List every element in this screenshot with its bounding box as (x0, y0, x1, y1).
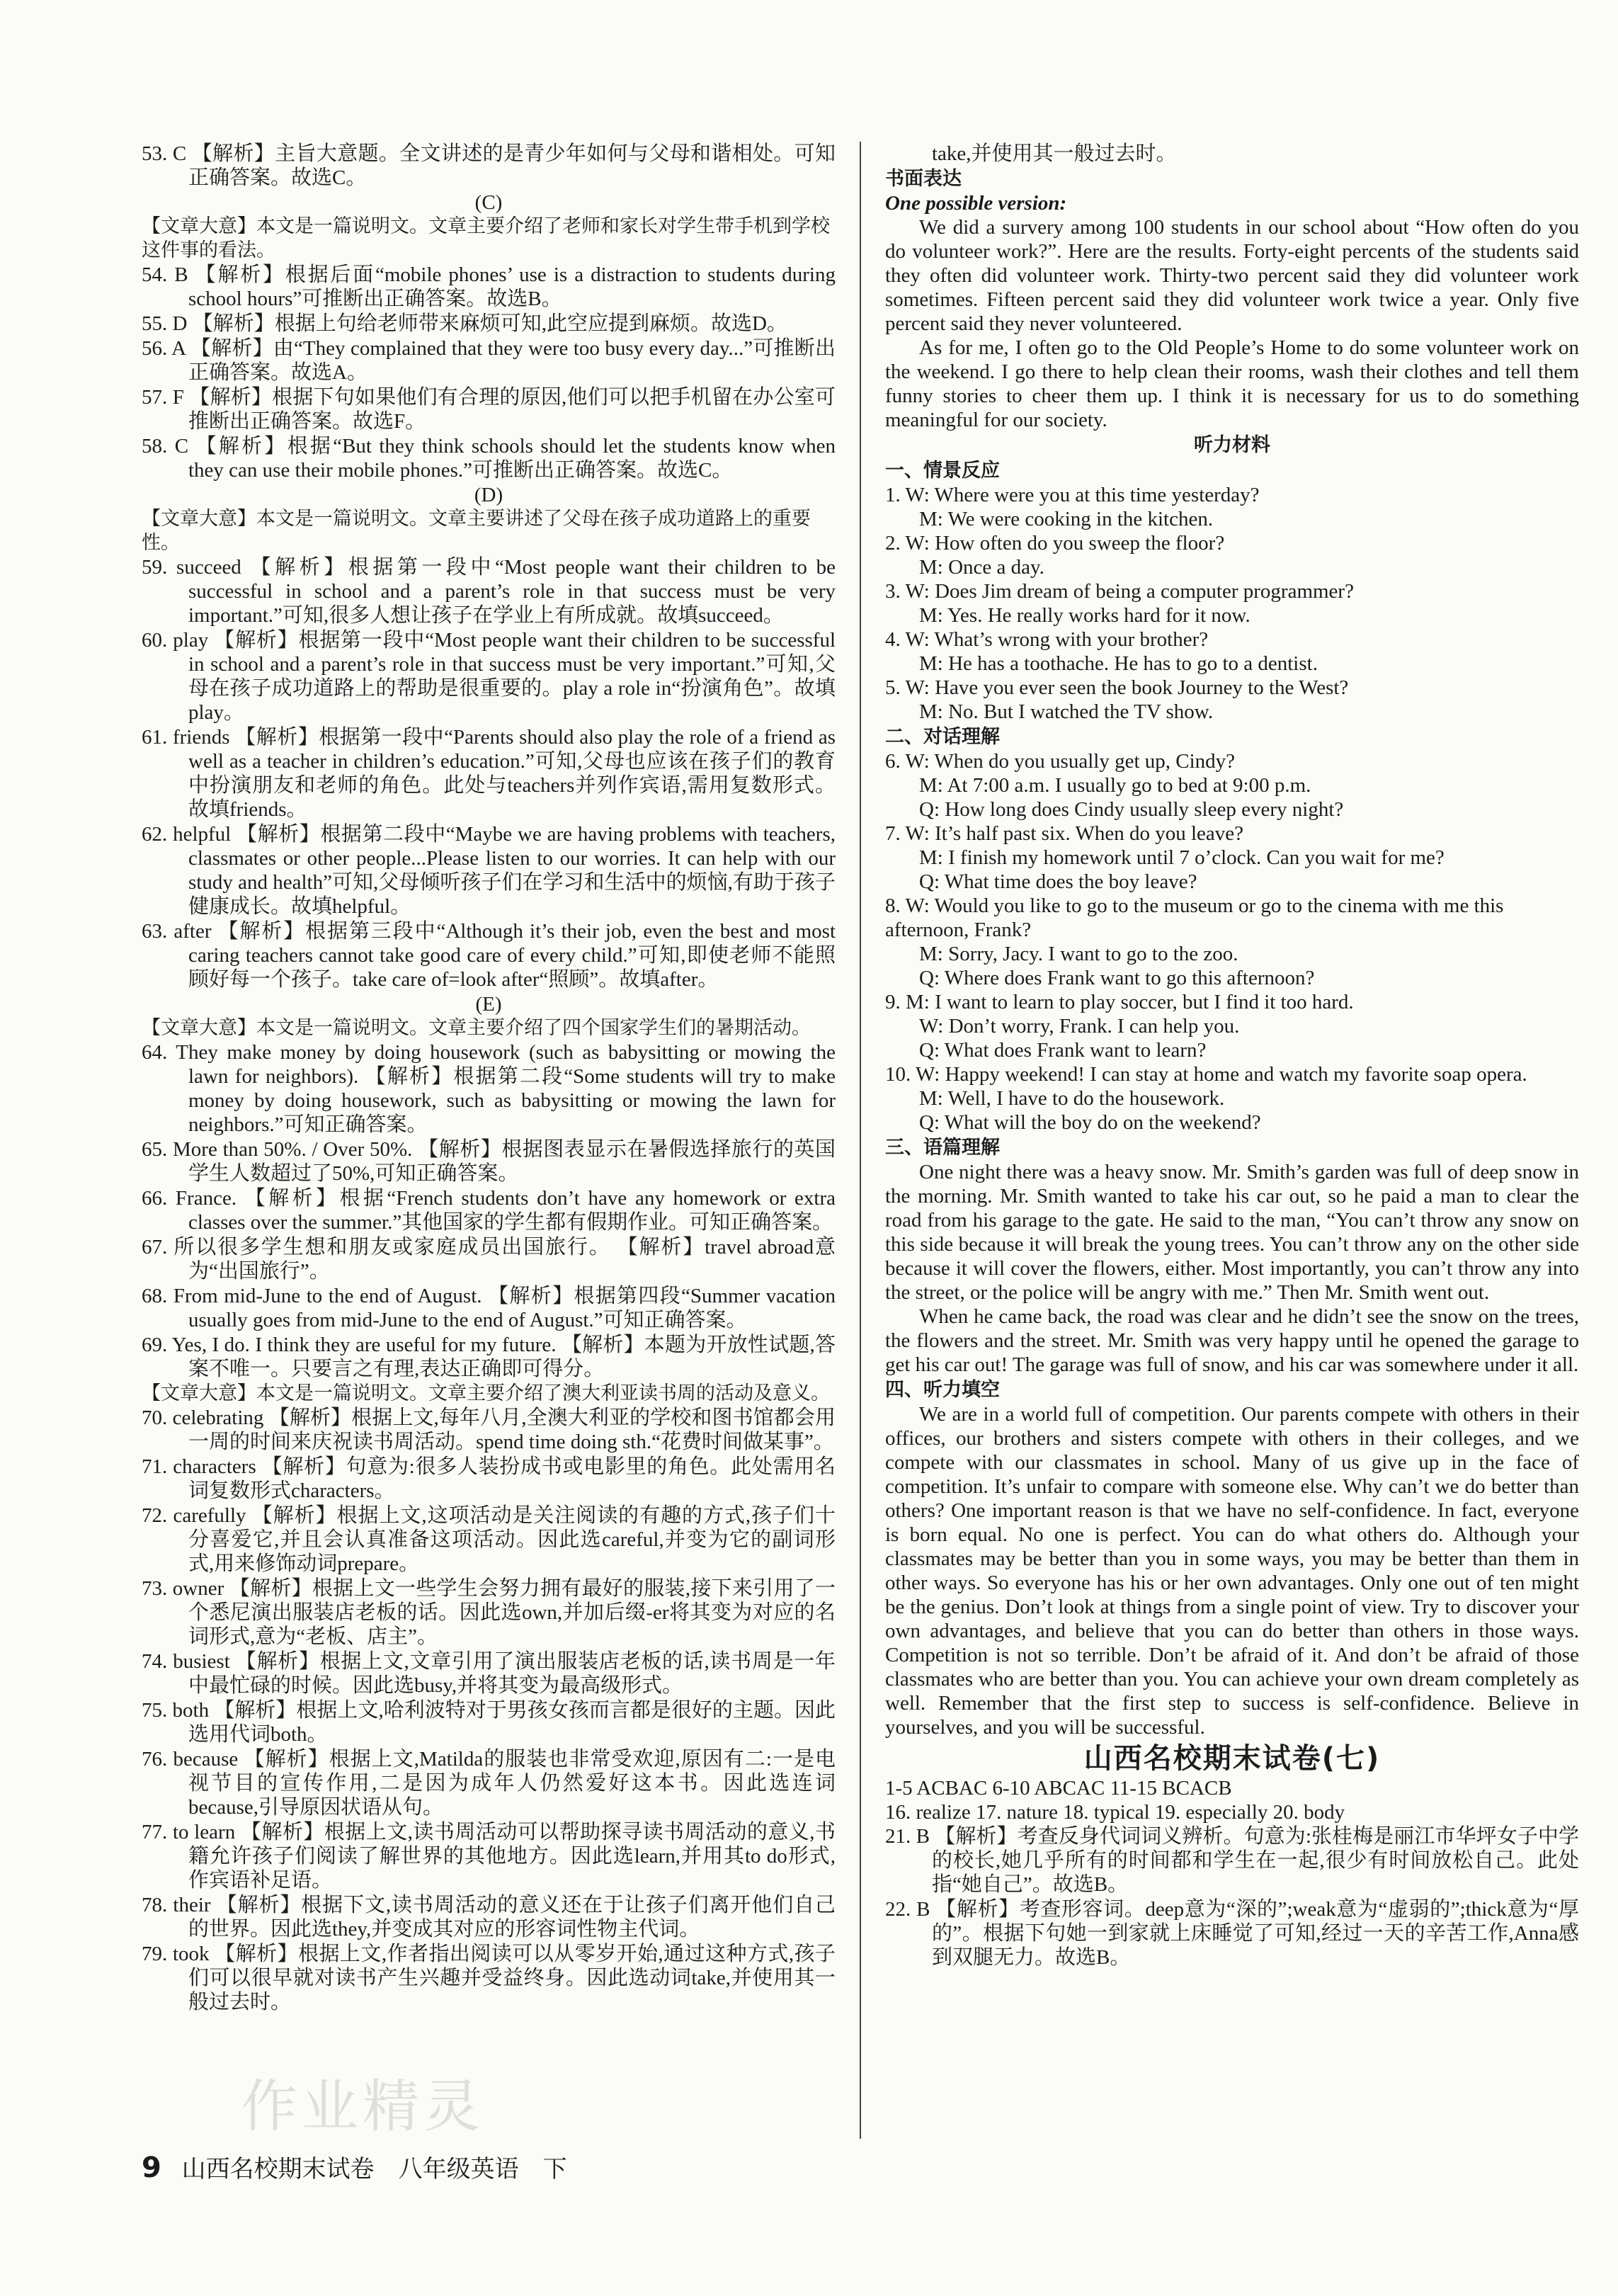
answer-item: 75. both 【解析】根据上文,哈利波特对于男孩女孩而言都是很好的主题。因此选用代词both。 (142, 1699, 836, 1746)
answer-item: 73. owner 【解析】根据上文一些学生会努力拥有最好的服装,接下来引用了一个悉尼演出服装店老板的话。因此选own,并加后缀-er将其变为对应的名词形式,意为“老板、店主”。 (142, 1577, 836, 1648)
article-summary: 【文章大意】本文是一篇说明文。文章主要介绍了老师和家长对学生带手机到学校这件事的看法。 (142, 215, 830, 261)
text-line: 6. W: When do you usually get up, Cindy? (885, 750, 1236, 773)
text-line: 1. W: Where were you at this time yesterday? (885, 484, 1260, 506)
paragraph: As for me, I often go to the Old People’s Home to do some volunteer work on the weekend. I go there to help clean their rooms, wash their clothes and tell them funny stories to cheer them up. I think it is necessary for us to do something meaningful for our society. (885, 336, 1579, 431)
watermark: 作业精灵 (241, 2074, 484, 2139)
answer-item: 59. succeed 【解析】根据第一段中“Most people want their children to be successful in school and a parent’s role in that success must be very important.”可知,很多人想让孩子在学业上有所成就。故填succeed。 (142, 556, 836, 627)
dialogue-line: Q: What does Frank want to learn? (919, 1039, 1207, 1062)
text-line: 3. W: Does Jim dream of being a computer programmer? (885, 580, 1354, 603)
text-line: 2. W: How often do you sweep the floor? (885, 532, 1225, 555)
paragraph: We are in a world full of competition. Our parents compete with others in their offices, our brothers and sisters compete with others in their colleges, and we compete with our classmates in school. Many of us give up in the face of competition. It’s unfair to compare with someone else. Why can’t we do better than others? One important reason is that we have no self-confidence. In fact, everyone is born equal. No one is perfect. You can do what others do. Although your classmates may be better than you in some ways, you may be better than them in other ways. So everyone has his or her own advantages. Only one out of ten might be the genius. Don’t look at things from a single point of view. Try to discover your own advantages, and believe that you can do better than others in those ways. Competition is not so terrible. Don’t be afraid of it. And don’t be afraid of those classmates who are better than you. You can achieve your own dream completely as well. Remember that the first step to success is self-confidence. Believe in yourselves, and you will be successful. (885, 1403, 1579, 1739)
dialogue-line: M: Yes. He really works hard for it now. (919, 604, 1250, 627)
answer-item: 57. F 【解析】根据下句如果他们有合理的原因,他们可以把手机留在办公室可推断出正确答案。故选F。 (142, 386, 836, 433)
answer-item: 76. because 【解析】根据上文,Matilda的服装也非常受欢迎,原因有二:一是电视节目的宣传作用,二是因为成年人仍然爱好这本书。因此选连词because,引导原因状语从句。 (142, 1748, 836, 1819)
answer-item: 55. D 【解析】根据上句给老师带来麻烦可知,此空应提到麻烦。故选D。 (142, 312, 787, 335)
section-heading: 一、情景反应 (885, 460, 1000, 482)
answer-item: 68. From mid-June to the end of August. 【解析】根据第四段“Summer vacation usually goes from mid-June to the end of August.”可知正确答案。 (142, 1285, 836, 1331)
text-line: 5. W: Have you ever seen the book Journey to the West? (885, 676, 1349, 699)
text-line: 16. realize 17. nature 18. typical 19. especially 20. body (885, 1801, 1345, 1824)
left-column (142, 142, 836, 2015)
article-summary: 【文章大意】本文是一篇说明文。文章主要介绍了四个国家学生们的暑期活动。 (142, 1017, 811, 1039)
dialogue-line: Q: What will the boy do on the weekend? (919, 1111, 1261, 1134)
subheading: One possible version: (885, 192, 1067, 215)
continued-text: take,并使用其一般过去时。 (932, 142, 1177, 165)
answer-item: 78. their 【解析】根据下文,读书周活动的意义还在于让孩子们离开他们自己的世界。因此选they,并变成其对应的形容词性物主代词。 (142, 1894, 836, 1940)
footer-title: 山西名校期末试卷 八年级英语 下 (181, 2155, 567, 2183)
answer-item: 72. carefully 【解析】根据上文,这项活动是关注阅读的有趣的方式,孩子们十分喜爱它,并且会认真准备这项活动。因此选careful,并变为它的副词形式,用来修饰动词prepare。 (142, 1504, 836, 1575)
exam-title: 山西名校期末试卷(七) (1083, 1742, 1381, 1775)
page-number: 9 (142, 2152, 161, 2184)
text-line: 8. W: Would you like to go to the museum or go to the cinema with me this afternoon, Frank? (885, 894, 1504, 941)
dialogue-line: Q: How long does Cindy usually sleep every night? (919, 798, 1344, 821)
section-heading: 四、听力填空 (885, 1379, 1000, 1401)
article-summary: 【文章大意】本文是一篇说明文。文章主要介绍了澳大利亚读书周的活动及意义。 (142, 1382, 830, 1404)
section-label: (C) (474, 191, 503, 214)
article-summary: 【文章大意】本文是一篇说明文。文章主要讲述了父母在孩子成功道路上的重要性。 (142, 508, 811, 554)
answer-item: 70. celebrating 【解析】根据上文,每年八月,全澳大利亚的学校和图书馆都会用一周的时间来庆祝读书周活动。spend time doing sth.“花费时间做某事”。 (142, 1406, 836, 1453)
answer-item: 22. B 【解析】考查形容词。deep意为“深的”;weak意为“虚弱的”;thick意为“厚的”。根据下句她一到家就上床睡觉了可知,经过一天的辛苦工作,Anna感到双腿无力。故选B。 (885, 1898, 1579, 1969)
answer-item: 67. 所以很多学生想和朋友或家庭成员出国旅行。 【解析】travel abroad意为“出国旅行”。 (142, 1236, 836, 1283)
answer-item: 61. friends 【解析】根据第一段中“Parents should also play the role of a friend as well as a teacher in children’s education.”可知,父母也应该在孩子们的教育中扮演朋友和老师的角色。此处与teachers并列作宾语,需用复数形式。故填friends。 (142, 726, 836, 821)
dialogue-line: Q: Where does Frank want to go this afternoon? (919, 967, 1315, 989)
dialogue-line: M: No. But I watched the TV show. (919, 700, 1214, 723)
answer-item: 66. France. 【解析】根据“French students don’t have any homework or extra classes over the summer.”其他国家的学生都有假期作业。可知正确答案。 (142, 1187, 836, 1234)
answer-item: 54. B 【解析】根据后面“mobile phones’ use is a distraction to students during school hours”可推断出正确答案。故选B。 (142, 263, 836, 310)
answer-item: 63. after 【解析】根据第三段中“Although it’s their job, even the best and most caring teachers cannot take good care of every child.”可知,即使老师不能照顾好每一个孩子。take care of=look after“照顾”。故填after。 (142, 920, 836, 991)
answer-item: 64. They make money by doing housework (such as babysitting or mowing the lawn for neighbors). 【解析】根据第二段“Some students will try to make money by doing housework, such as babysitting or mowing the lawn for neighbors.”可知正确答案。 (142, 1041, 836, 1136)
text-line: 7. W: It’s half past six. When do you leave? (885, 822, 1244, 845)
page-footer (142, 2149, 567, 2184)
dialogue-line: M: We were cooking in the kitchen. (919, 508, 1214, 530)
answer-item: 71. characters 【解析】句意为:很多人装扮成书或电影里的角色。此处需用名词复数形式characters。 (142, 1455, 836, 1502)
dialogue-line: M: Once a day. (919, 556, 1044, 579)
paragraph: When he came back, the road was clear and he didn’t see the snow on the trees, the flowers and the street. Mr. Smith was very happy until he opened the garage to get his car out! The garage was full of snow, and his car was somewhere under it all. (885, 1305, 1579, 1376)
dialogue-line: Q: What time does the boy leave? (919, 870, 1197, 893)
paragraph: We did a survery among 100 students in our school about “How often do you do volunteer work?”. Here are the results. Forty-eight percents of the students said they often did volunteer work. Thirty-two percent said they did volunteer work sometimes. Fifteen percent said they did volunteer work twice a year. Only five percent said they never volunteered. (885, 216, 1579, 335)
answer-item: 74. busiest 【解析】根据上文,文章引用了演出服装店老板的话,读书周是一年中最忙碌的时候。因此选busy,并将其变为最高级形式。 (142, 1650, 836, 1697)
answer-item: 21. B 【解析】考查反身代词词义辨析。句意为:张桂梅是丽江市华坪女子中学的校长,她几乎所有的时间都和学生在一起,很少有时间放松自己。此处指“她自己”。故选B。 (885, 1825, 1579, 1896)
answer-item: 60. play 【解析】根据第一段中“Most people want their children to be successful in school and a parent’s role in that success must be very important.”可知,父母在孩子成功道路上的帮助是很重要的。play a role in“扮演角色”。故填play。 (142, 629, 836, 724)
paragraph: One night there was a heavy snow. Mr. Smith’s garden was full of deep snow in the morning. Mr. Smith wanted to take his car out, so he paid a man to clear the road from his garage to the gate. He said to the man, “You can’t throw any snow on this side because it will break the young trees. You can’t throw any on the other side because it will cover the flowers, either. Most importantly, you can’t throw any into the street, or the police will be angry with me.” Then Mr. Smith went out. (885, 1161, 1579, 1304)
answer-item: 79. took 【解析】根据上文,作者指出阅读可以从零岁开始,通过这种方式,孩子们可以很早就对读书产生兴趣并受益终身。因此选动词take,并使用其一般过去时。 (142, 1943, 836, 2013)
answer-item: 77. to learn 【解析】根据上文,读书周活动可以帮助探寻读书周活动的意义,书籍允许孩子们阅读了解世界的其他地方。因此选learn,并用其to do形式,作宾语补足语。 (142, 1821, 836, 1892)
dialogue-line: M: He has a toothache. He has to go to a dentist. (919, 652, 1318, 675)
answer-item: 58. C 【解析】根据“But they think schools should let the students know when they can use their mobile phones.”可推断出正确答案。故选C。 (142, 435, 836, 482)
section-heading: 书面表达 (885, 168, 962, 190)
text-line: 10. W: Happy weekend! I can stay at home and watch my favorite soap opera. (885, 1063, 1527, 1086)
dialogue-line: M: Well, I have to do the housework. (919, 1087, 1225, 1110)
answer-item: 53. C 【解析】主旨大意题。全文讲述的是青少年如何与父母和谐相处。可知正确答案。故选C。 (142, 142, 836, 189)
dialogue-line: M: Sorry, Jacy. I want to go to the zoo. (919, 943, 1238, 965)
section-heading: 三、语篇理解 (885, 1137, 1000, 1159)
answer-item: 65. More than 50%. / Over 50%. 【解析】根据图表显示在暑假选择旅行的英国学生人数超过了50%,可知正确答案。 (142, 1138, 836, 1185)
dialogue-line: M: I finish my homework until 7 o’clock. Can you wait for me? (919, 846, 1445, 869)
text-line: 4. W: What’s wrong with your brother? (885, 628, 1209, 651)
answer-item: 69. Yes, I do. I think they are useful for my future. 【解析】本题为开放性试题,答案不唯一。只要言之有理,表达正确即可得分。 (142, 1334, 836, 1380)
answer-item: 62. helpful 【解析】根据第二段中“Maybe we are having problems with teachers, classmates or other people...Please listen to our worries. It can help with our study and health”可知,父母倾听孩子们在学习和生活中的烦恼,有助于孩子健康成长。故填helpful。 (142, 823, 836, 918)
section-title: 听力材料 (1194, 434, 1270, 456)
dialogue-line: M: At 7:00 a.m. I usually go to bed at 9:00 p.m. (919, 774, 1311, 797)
dialogue-line: W: Don’t worry, Frank. I can help you. (919, 1015, 1240, 1038)
section-heading: 二、对话理解 (885, 726, 1000, 748)
section-label: (D) (474, 484, 503, 506)
right-column (885, 142, 1579, 1970)
text-line: 1-5 ACBAC 6-10 ABCAC 11-15 BCACB (885, 1777, 1232, 1800)
section-label: (E) (475, 993, 502, 1016)
column-divider (860, 142, 861, 2139)
text-line: 9. M: I want to learn to play soccer, but I find it too hard. (885, 991, 1354, 1013)
answer-item: 56. A 【解析】由“They complained that they were too busy every day...”可推断出正确答案。故选A。 (142, 337, 836, 384)
